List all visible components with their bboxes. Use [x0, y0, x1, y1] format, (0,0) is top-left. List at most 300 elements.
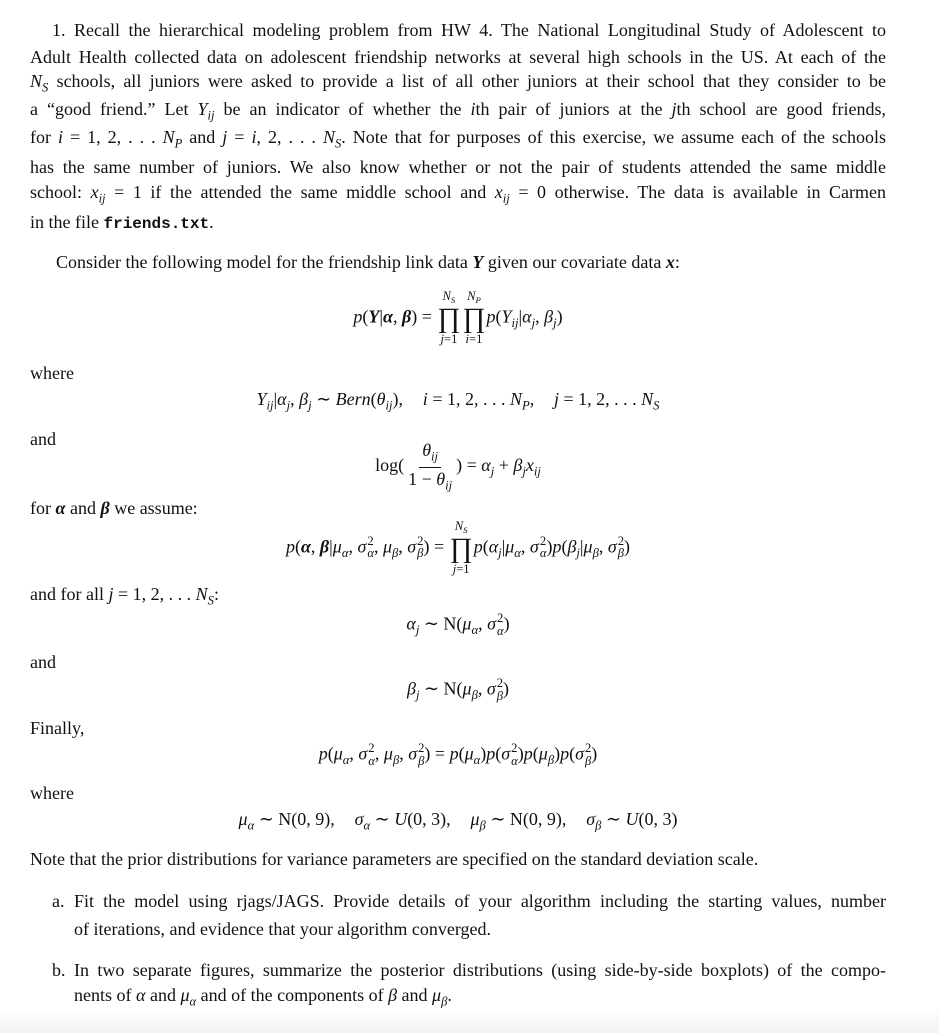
intro-line-2	[30, 43, 886, 71]
equation-alpha-prior	[30, 596, 886, 656]
math-upright: |	[273, 388, 278, 409]
text-run: In two separate figures, summarize the posterior distributions (using side-by-side boxplots) of the compo-	[74, 960, 886, 980]
math-italic: i	[470, 98, 476, 119]
equation-joint-prior	[30, 518, 886, 578]
text-run: :	[674, 252, 680, 272]
math-upright: ,	[478, 613, 488, 634]
text-run: and	[145, 984, 181, 1005]
math-upright: )	[503, 613, 510, 634]
math-subscript: P	[174, 136, 183, 151]
math-upright: )	[480, 743, 487, 764]
math-italic: β	[406, 678, 416, 699]
text-run: given our covariate data	[483, 252, 666, 272]
product-lower-limit	[466, 333, 483, 346]
text-run: Consider the following model for the friendship link data	[56, 252, 473, 272]
math-upright: =1	[469, 332, 483, 347]
math-upright: =1	[443, 332, 458, 347]
math-upright: ∼ N(0, 9),	[254, 808, 335, 829]
math-upright: ,	[310, 536, 320, 557]
math-italic: N	[509, 388, 522, 409]
math-subscript: α	[514, 545, 521, 560]
math-subscript: α	[511, 753, 518, 768]
math-subscript: j	[286, 398, 291, 413]
math-subscript: β	[392, 545, 399, 560]
math-upright: ) =	[456, 455, 482, 476]
math-italic: i	[57, 126, 63, 147]
math-superscript: 2	[496, 611, 504, 626]
text-run: for	[30, 126, 58, 147]
math-subscript: β	[592, 545, 599, 560]
math-upright: (	[482, 536, 489, 557]
math-subscript: ij	[207, 108, 215, 123]
math-italic: μ	[462, 678, 472, 699]
math-italic: i	[251, 126, 257, 147]
math-italic: p	[318, 743, 328, 764]
math-italic: θ	[376, 388, 386, 409]
and-label: and	[30, 652, 56, 672]
fraction	[405, 441, 455, 493]
math-italic: μ	[382, 536, 392, 557]
math-italic: x	[525, 455, 534, 476]
math-upright: = 1, 2, . . .	[559, 388, 642, 409]
math-italic: j	[452, 562, 457, 577]
math-italic: μ	[332, 536, 342, 557]
math-italic: p	[552, 536, 562, 557]
math-upright: = 1, 2, . . .	[113, 583, 196, 604]
text-run: . Note that for purposes of this exercise, we assume each of the schools	[341, 126, 886, 147]
math-subscript: j	[415, 622, 420, 637]
math-upright: |	[518, 306, 523, 327]
math-superscript: 2	[496, 676, 504, 691]
product-operator	[462, 290, 485, 347]
intro-line-8	[30, 209, 886, 237]
text-run: school:	[30, 181, 91, 202]
math-italic: i	[465, 332, 470, 347]
intro-line-4	[30, 98, 886, 126]
math-upright: = 1	[105, 181, 142, 202]
math-subscript: j	[576, 545, 580, 560]
equation-likelihood	[30, 288, 886, 348]
math-superscript: 2	[584, 741, 592, 756]
text-run: and of the components of	[196, 984, 389, 1005]
equation-bernoulli-body	[257, 389, 660, 415]
math-italic: Y	[256, 388, 267, 409]
math-italic: N	[195, 583, 208, 604]
math-upright: ,	[598, 536, 608, 557]
intro-line-1	[52, 16, 886, 44]
math-subscript: S	[463, 524, 468, 535]
math-bold-symbol: Y	[368, 306, 380, 327]
math-upright: )	[624, 536, 631, 557]
prior-sigma-alpha	[354, 808, 451, 833]
math-italic: p	[449, 743, 459, 764]
equation-hyperprior-distributions-body	[239, 809, 678, 835]
text-run: if the attended the same middle school and	[141, 181, 495, 202]
math-italic: Y	[501, 306, 512, 327]
task-a-label: a.	[52, 891, 65, 911]
math-italic: N	[641, 388, 654, 409]
math-bold-symbol: α	[55, 498, 66, 518]
math-upright: ,	[520, 536, 530, 557]
math-upright: (	[495, 743, 502, 764]
math-italic: μ	[462, 613, 472, 634]
task-a-line-1-text	[74, 891, 886, 911]
math-italic: σ	[408, 743, 418, 764]
math-italic: N	[442, 288, 451, 303]
math-subscript: j	[553, 315, 557, 330]
task-b-label: b.	[52, 960, 66, 980]
math-subscript: β	[479, 818, 486, 833]
math-italic: θ	[422, 440, 432, 461]
product-symbol: ∏	[437, 303, 461, 335]
math-subscript: S	[450, 294, 456, 305]
task-b-line-1	[74, 956, 886, 984]
math-subscript: P	[475, 294, 481, 305]
and-label: and	[30, 429, 56, 449]
math-subscript: β	[617, 546, 625, 561]
math-italic: i	[422, 388, 428, 409]
math-upright: (	[458, 743, 465, 764]
math-subscript: β	[496, 688, 504, 703]
math-subscript: α	[189, 994, 197, 1009]
math-upright: (	[495, 306, 502, 327]
intro-line-7-text	[30, 182, 886, 208]
math-upright: ,	[373, 536, 383, 557]
fraction-denominator	[405, 468, 455, 493]
math-subscript: ij	[385, 398, 393, 413]
text-run: of iterations, and evidence that your algorithm converged.	[74, 919, 492, 939]
math-upright: (0, 3)	[638, 808, 678, 829]
math-upright: ∼	[601, 808, 626, 829]
math-italic: p	[285, 536, 295, 557]
math-upright: ,	[529, 388, 535, 409]
text-run: be an indicator of whether the	[214, 98, 471, 119]
equation-bernoulli-j-range	[553, 388, 660, 413]
math-subscript: ij	[98, 191, 106, 206]
math-italic: μ	[383, 743, 393, 764]
math-italic: j	[222, 126, 228, 147]
product-symbol: ∏	[449, 533, 473, 565]
math-italic: μ	[432, 984, 442, 1005]
equation-bernoulli-i-range	[422, 388, 535, 413]
intro-line-3-text	[30, 71, 886, 97]
math-superscript: 2	[617, 533, 625, 548]
math-bold-symbol: β	[402, 306, 412, 327]
text-run: schools, all juniors were asked to provide a list of all other juniors at their school that they consider to be	[48, 70, 886, 91]
intro-line-7	[30, 181, 886, 209]
text-run: 1. Recall the hierarchical modeling problem from HW 4. The National Longitudinal Study of Adolescent to	[52, 20, 886, 40]
math-italic: σ	[486, 678, 496, 699]
math-upright: (	[561, 536, 568, 557]
math-subscript: S	[653, 398, 660, 413]
math-upright: )	[591, 743, 598, 764]
equation-bernoulli	[30, 372, 886, 432]
math-subscript: ij	[511, 315, 519, 330]
text-run: and for all	[30, 583, 109, 604]
math-subscript: α	[539, 546, 547, 561]
math-upright: (	[532, 743, 539, 764]
math-italic: σ	[529, 536, 539, 557]
text-run: for	[30, 498, 56, 518]
math-italic: x	[90, 181, 99, 202]
math-italic: σ	[358, 743, 368, 764]
product-operator	[437, 290, 460, 347]
math-upright: ,	[374, 743, 384, 764]
math-upright: ,	[348, 536, 358, 557]
math-upright: ,	[399, 743, 409, 764]
equation-hyperprior-distributions	[30, 792, 886, 852]
page-bottom-shadow	[0, 1008, 939, 1033]
math-italic: β	[567, 536, 577, 557]
math-subscript: ij	[502, 191, 510, 206]
math-upright: ,	[398, 536, 408, 557]
math-italic: β	[513, 455, 523, 476]
math-italic: p	[486, 306, 496, 327]
math-subscript: j	[498, 545, 502, 560]
finally-label: Finally,	[30, 718, 85, 738]
math-italic: p	[560, 743, 570, 764]
math-subscript: β	[471, 687, 478, 702]
math-italic: N	[30, 70, 43, 91]
prior-mu-alpha	[238, 808, 335, 833]
math-italic: Bern	[335, 388, 371, 409]
text-run: .	[447, 984, 452, 1005]
math-italic: p	[353, 306, 363, 327]
equation-joint-prior-body	[286, 520, 630, 577]
text-run: Fit the model using rjags/JAGS. Provide details of your algorithm including the starting values, number	[74, 891, 886, 911]
math-italic: U	[394, 808, 408, 829]
math-sub-superscript	[368, 742, 375, 767]
task-a-line-2	[74, 915, 886, 943]
math-italic: σ	[354, 808, 364, 829]
math-upright: = 0	[509, 181, 547, 202]
math-upright: ) =	[423, 536, 449, 557]
math-superscript: 2	[418, 741, 425, 756]
math-upright: (	[370, 388, 377, 409]
math-bold-symbol: β	[100, 498, 110, 518]
equation-logit	[30, 437, 886, 497]
math-upright: log(	[375, 455, 405, 476]
product-symbol: ∏	[462, 303, 486, 335]
math-italic: j	[440, 332, 444, 347]
math-upright: )	[517, 743, 524, 764]
intro-line-6	[30, 153, 886, 181]
task-a-label-row	[52, 887, 74, 915]
math-subscript: β	[441, 994, 448, 1009]
math-upright: ,	[393, 306, 402, 327]
math-upright: ,	[349, 743, 359, 764]
math-upright: |	[579, 536, 584, 557]
math-sub-superscript	[497, 612, 504, 637]
math-bold-symbol: β	[319, 536, 330, 557]
math-superscript: 2	[539, 533, 547, 548]
math-italic: Y	[197, 98, 208, 119]
math-upright: =	[227, 126, 252, 147]
math-subscript: β	[417, 546, 424, 561]
equation-hyperprior-body	[319, 742, 598, 770]
intro-line-4-text	[30, 99, 886, 125]
math-sub-superscript	[511, 742, 518, 767]
math-italic: σ	[407, 536, 417, 557]
math-upright: ∼	[311, 388, 336, 409]
math-upright: = 1, 2, . . .	[63, 126, 163, 147]
math-italic: α	[136, 984, 146, 1005]
math-subscript: ij	[445, 477, 453, 492]
task-a-line-2-text	[74, 919, 886, 939]
math-upright: ,	[535, 306, 545, 327]
math-italic: N	[454, 518, 464, 533]
math-subscript: α	[496, 623, 504, 638]
equation-beta-prior	[30, 661, 886, 721]
equation-bernoulli-distribution	[256, 388, 403, 413]
math-italic: μ	[333, 743, 343, 764]
math-subscript: P	[521, 398, 530, 413]
text-run: nents of	[74, 984, 136, 1005]
intro-line-3	[30, 70, 886, 98]
assume-text	[30, 498, 530, 518]
math-subscript: β	[418, 753, 425, 768]
math-italic: μ	[180, 984, 190, 1005]
model-intro-text	[56, 252, 886, 272]
intro-line-2-text	[30, 47, 886, 67]
text-run: and	[182, 126, 223, 147]
math-upright: )	[503, 678, 510, 699]
text-run: a “good friend.” Let	[30, 98, 198, 119]
math-italic: θ	[436, 468, 446, 489]
math-subscript: β	[595, 818, 602, 833]
math-subscript: α	[471, 622, 479, 637]
math-italic: β	[388, 984, 398, 1005]
math-subscript: j	[522, 464, 526, 479]
math-subscript: β	[547, 752, 555, 767]
math-italic: μ	[464, 743, 474, 764]
fraction-numerator	[419, 441, 441, 467]
math-italic: β	[299, 388, 309, 409]
math-upright: (0, 3),	[407, 808, 451, 829]
math-subscript: α	[363, 818, 371, 833]
intro-line-8-text	[30, 212, 886, 234]
product-lower-limit	[440, 333, 457, 346]
math-upright: ∼ N(	[419, 678, 463, 699]
math-italic: σ	[487, 613, 496, 634]
math-subscript: β	[584, 753, 592, 768]
math-italic: x	[494, 181, 503, 202]
math-upright: ) =	[411, 306, 437, 327]
text-run: has the same number of juniors. We also know whether or not the pair of students attended the same middle	[30, 157, 886, 177]
math-upright: ),	[392, 388, 403, 409]
math-subscript: ij	[266, 398, 274, 413]
math-subscript: j	[490, 464, 495, 479]
text-run: th school are good friends,	[676, 98, 886, 119]
intro-line-6-text	[30, 157, 886, 177]
text-run: Adult Health collected data on adolescent friendship networks at several high schools in the US. At each of the	[30, 47, 886, 67]
equation-beta-prior-body	[407, 677, 509, 705]
math-upright: |	[379, 306, 384, 327]
math-bold-symbol: α	[300, 536, 311, 557]
math-italic: α	[481, 455, 491, 476]
math-italic: μ	[505, 536, 515, 557]
code-filename: friends.txt	[103, 215, 210, 233]
math-subscript: α	[247, 818, 255, 833]
text-run: th pair of juniors at the	[475, 98, 672, 119]
math-italic: j	[553, 388, 559, 409]
math-upright: ∼	[370, 808, 395, 829]
math-bold-symbol: x	[665, 252, 675, 272]
math-superscript: 2	[511, 741, 518, 756]
math-italic: α	[522, 306, 532, 327]
math-italic: N	[467, 288, 476, 303]
math-bold-symbol: α	[383, 306, 393, 327]
math-subscript: β	[392, 752, 400, 767]
math-upright: ∼ N(	[419, 613, 463, 634]
intro-line-5	[30, 126, 886, 154]
text-run: we assume:	[109, 498, 198, 518]
math-superscript: 2	[368, 741, 375, 756]
model-intro-line	[56, 248, 886, 276]
math-italic: σ	[607, 536, 617, 557]
task-b-label-row	[52, 956, 74, 984]
math-subscript: α	[341, 545, 349, 560]
where-label: where	[30, 783, 74, 803]
math-upright: ) =	[424, 743, 450, 764]
math-superscript: 2	[367, 533, 374, 548]
math-italic: μ	[470, 808, 480, 829]
math-subscript: α	[342, 752, 350, 767]
math-upright: ,	[477, 678, 487, 699]
math-italic: β	[544, 306, 554, 327]
math-upright: (	[362, 306, 369, 327]
math-subscript: j	[415, 687, 420, 702]
prior-mu-beta	[470, 808, 567, 833]
math-upright: |	[329, 536, 333, 557]
note-text: Note that the prior distributions for variance parameters are specified on the standard deviation scale.	[30, 849, 759, 869]
math-superscript: 2	[417, 533, 424, 548]
math-upright: , 2, . . .	[256, 126, 323, 147]
math-upright: |	[501, 536, 506, 557]
text-run: .	[209, 212, 214, 232]
math-italic: p	[473, 536, 483, 557]
equation-alpha-prior-body	[406, 612, 509, 640]
text-run: :	[213, 583, 219, 604]
math-italic: N	[322, 126, 335, 147]
math-upright: 1 −	[408, 468, 437, 489]
math-italic: α	[406, 613, 416, 634]
math-upright: =1	[456, 562, 470, 577]
math-italic: α	[277, 388, 287, 409]
math-subscript: α	[473, 752, 481, 767]
equation-logit-body	[375, 441, 541, 493]
math-bold-symbol: Y	[472, 252, 484, 272]
math-italic: N	[162, 126, 175, 147]
where-label: where	[30, 363, 74, 383]
equation-hyperprior	[30, 726, 886, 786]
math-upright: )	[546, 536, 553, 557]
math-upright: ∼ N(0, 9),	[485, 808, 567, 829]
math-subscript: S	[42, 80, 49, 95]
math-italic: σ	[501, 743, 511, 764]
math-subscript: α	[368, 753, 375, 768]
text-run: in the file	[30, 212, 104, 232]
text-run: otherwise. The data is available in Carmen	[546, 181, 887, 202]
math-subscript: S	[334, 136, 342, 151]
math-italic: U	[625, 808, 639, 829]
math-italic: α	[488, 536, 499, 557]
math-subscript: ij	[533, 464, 541, 479]
prior-sigma-beta	[586, 808, 678, 833]
math-upright: +	[494, 455, 514, 476]
math-upright: (	[294, 536, 301, 557]
note-row	[30, 845, 886, 873]
